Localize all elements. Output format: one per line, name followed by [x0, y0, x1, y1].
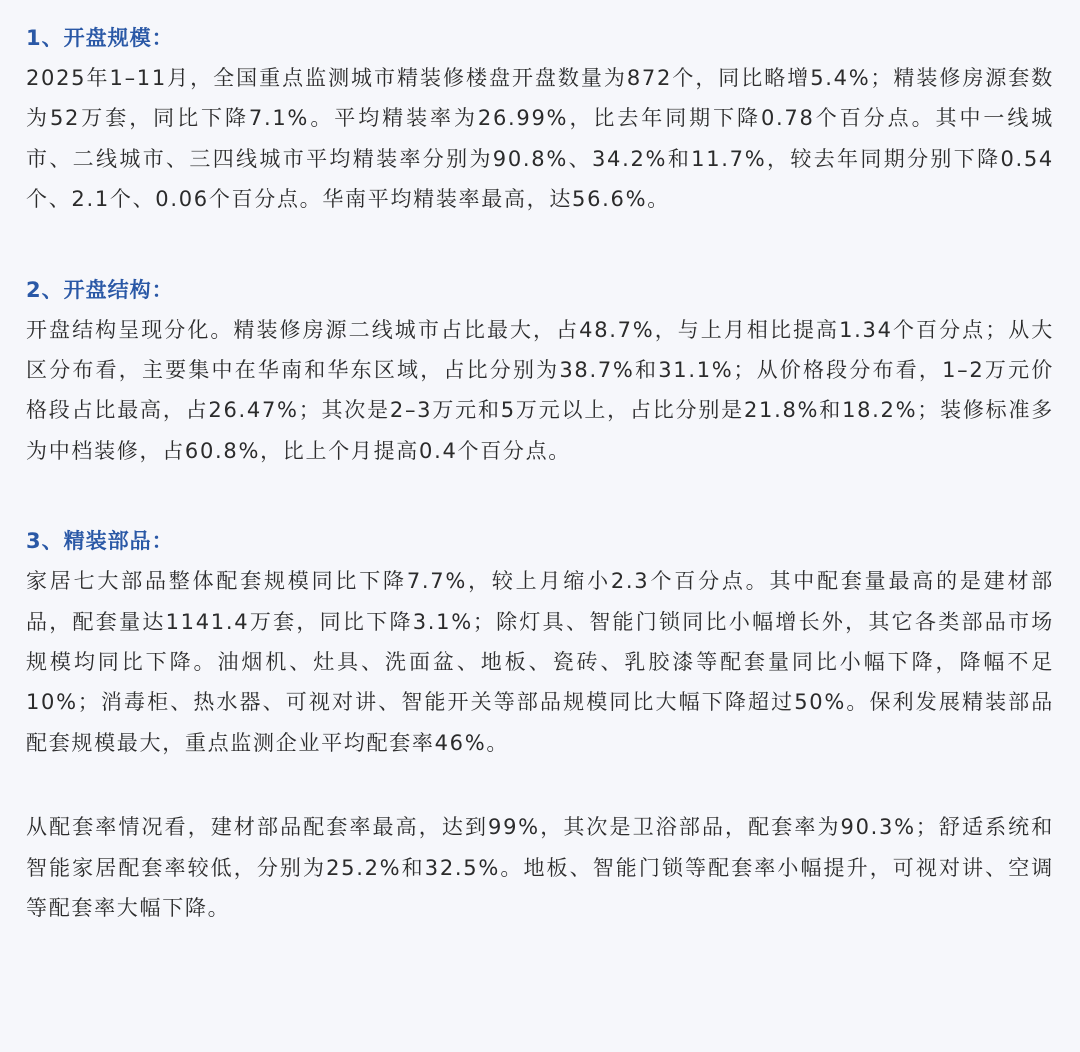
- spacer: [26, 471, 1054, 521]
- section-paragraph: 家居七大部品整体配套规模同比下降7.7%，较上月缩小2.3个百分点。其中配套量最高的是建材部品，配套量达1141.4万套，同比下降3.1%；除灯具、智能门锁同比小幅增长外，其它各类部品市场规模均同比下降。油烟机、灶具、洗面盆、地板、瓷砖、乳胶漆等配套量同比小幅下降，降幅不足10%；消毒柜、热水器、可视对讲、智能开关等部品规模同比大幅下降超过50%。保利发展精装部品配套规模最大，重点监测企业平均配套率46%。: [26, 569, 1054, 755]
- section-paragraph: 2025年1–11月，全国重点监测城市精装修楼盘开盘数量为872个，同比略增5.4%；精装修房源套数为52万套，同比下降7.1%。平均精装率为26.99%，比去年同期下降0.78个百分点。其中一线城市、二线城市、三四线城市平均精装率分别为90.8%、34.2%和11.7%，较去年同期分别下降0.54个、2.1个、0.06个百分点。华南平均精装率最高，达56.6%。: [26, 66, 1054, 212]
- section-fitout-products: [26, 521, 1054, 928]
- section-paragraph: 开盘结构呈现分化。精装修房源二线城市占比最大，占48.7%，与上月相比提高1.34个百分点；从大区分布看，主要集中在华南和华东区域，占比分别为38.7%和31.1%；从价格段分布看，1–2万元价格段占比最高，占26.47%；其次是2–3万元和5万元以上，占比分别是21.8%和18.2%；装修标准多为中档装修，占60.8%，比上个月提高0.4个百分点。: [26, 317, 1054, 463]
- spacer: [26, 763, 1054, 807]
- section-paragraph-extra: 从配套率情况看，建材部品配套率最高，达到99%，其次是卫浴部品，配套率为90.3%；舒适系统和智能家居配套率较低，分别为25.2%和32.5%。地板、智能门锁等配套率小幅提升，可视对讲、空调等配套率大幅下降。: [26, 815, 1054, 921]
- section-opening-scale: [26, 18, 1054, 220]
- section-heading: 2、开盘结构：: [26, 277, 174, 302]
- section-heading: 3、精装部品：: [26, 529, 174, 554]
- section-heading: 1、开盘规模：: [26, 26, 174, 50]
- spacer: [26, 220, 1054, 270]
- section-opening-structure: [26, 270, 1054, 472]
